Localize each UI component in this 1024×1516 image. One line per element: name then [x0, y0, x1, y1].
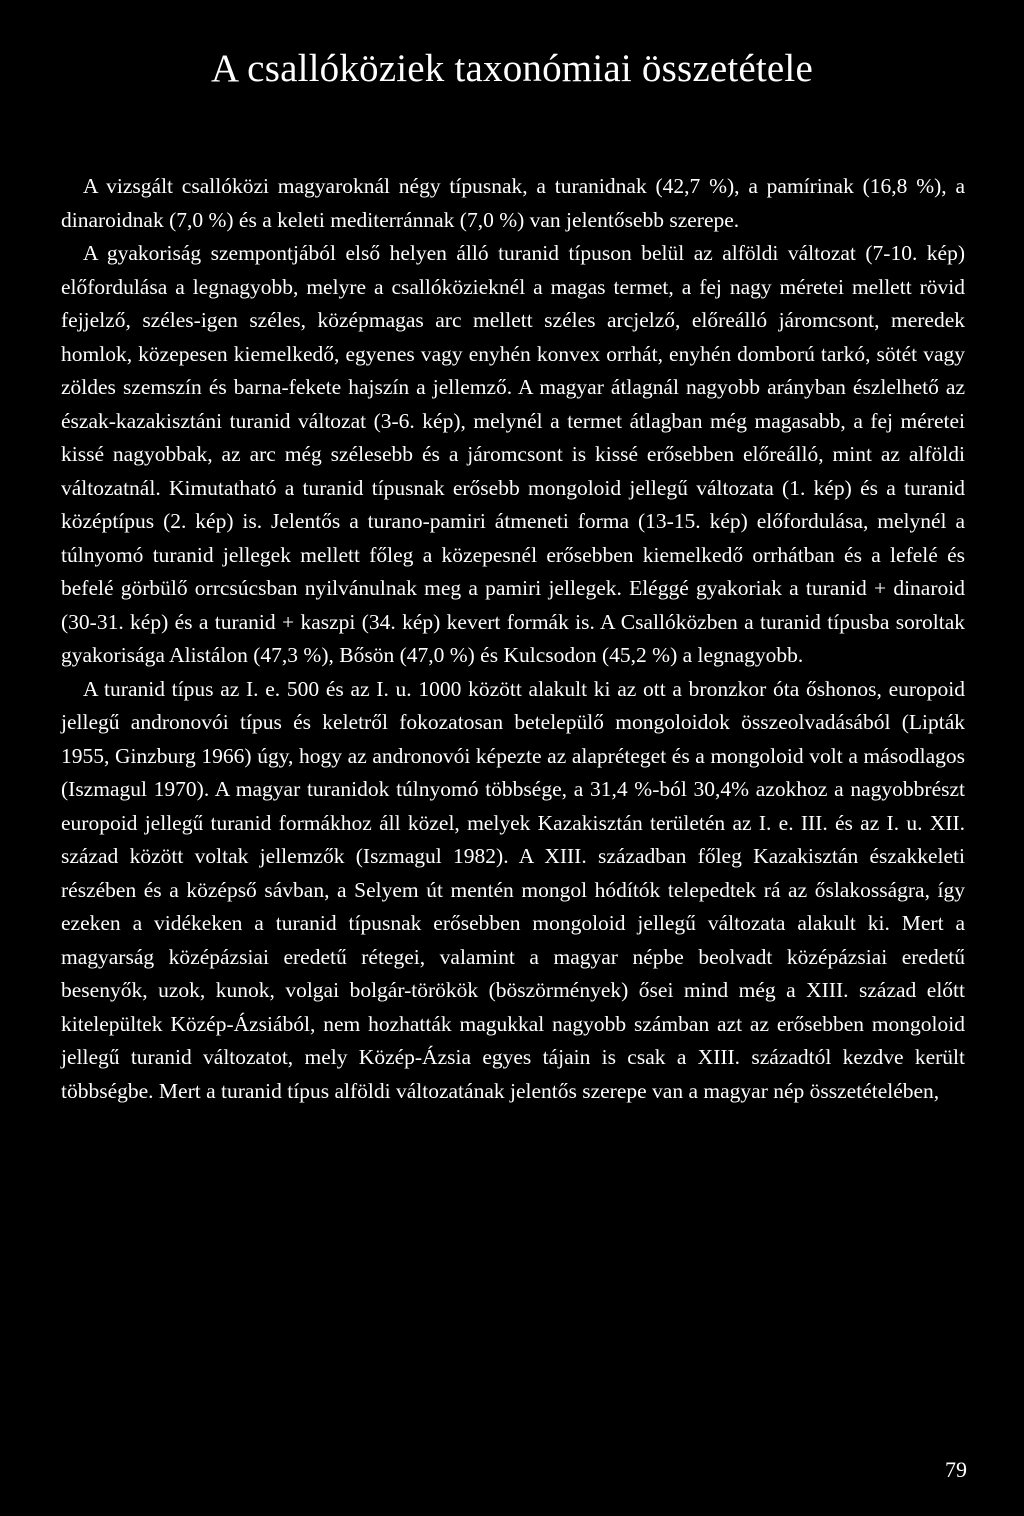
body-text — [61, 170, 965, 1108]
page-number: 79 — [945, 1457, 967, 1482]
paragraph-2: A gyakoriság szempontjából első helyen álló turanid típuson belül az alföldi változat (7-10. kép) előfordulása a legnagyobb, melyre a csallóközieknél a magas termet, a fej nagy méretei mellett rövid fejjelző, széles-igen széles, középmagas arc mellett széles arcjelző, előreálló járomcsont, meredek homlok, közepesen kiemelkedő, egyenes vagy enyhén konvex orrhát, enyhén domború tarkó, sötét vagy zöldes szemszín és barna-fekete hajszín a jellemző. A magyar átlagnál nagyobb arányban észlelhető az észak-kazakisztáni turanid változat (3-6. kép), melynél a termet átlagban még magasabb, a fej méretei kissé nagyobbak, az arc még szélesebb és a járomcsont is kissé erősebben előreálló, mint az alföldi változatnál. Kimutatható a turanid típusnak erősebb mongoloid jellegű változata (1. kép) és a turanid középtípus (2. kép) is. Jelentős a turano-pamiri átmeneti forma (13-15. kép) előfordulása, melynél a túlnyomó turanid jellegek mellett főleg a közepesnél erősebben kiemelkedő orrhátban és a lefelé és befelé görbülő orrcsúcsban nyilvánulnak meg a pamiri jellegek. Eléggé gyakoriak a turanid + dinaroid (30-31. kép) és a turanid + kaszpi (34. kép) kevert formák is. A Csallóközben a turanid típusba soroltak gyakorisága Alistálon (47,3 %), Bősön (47,0 %) és Kulcsodon (45,2 %) a legnagyobb. — [61, 241, 965, 667]
page-title: A csallóköziek taxonómiai összetétele — [211, 47, 813, 90]
paragraph-3: A turanid típus az I. e. 500 és az I. u. 1000 között alakult ki az ott a bronzkor óta őshonos, europoid jellegű andronovói típus és keletről fokozatosan betelepülő mongoloidok összeolvadásából (Lipták 1955, Ginzburg 1966) úgy, hogy az andronovói képezte az alapréteget és a mongoloid volt a másodlagos (Iszmagul 1970). A magyar turanidok túlnyomó többsége, a 31,4 %-ból 30,4% azokhoz a nagyobbrészt europoid jellegű turanid formákhoz áll közel, melyek Kazakisztán területén az I. e. III. és az I. u. XII. század között voltak jellemzők (Iszmagul 1982). A XIII. században főleg Kazakisztán északkeleti részében és a középső sávban, a Selyem út mentén mongol hódítók telepedtek rá az őslakosságra, így ezeken a vidékeken a turanid típusnak erősebben mongoloid jellegű változata alakult ki. Mert a magyarság középázsiai eredetű rétegei, valamint a magyar népbe beolvadt középázsiai eredetű besenyők, uzok, kunok, volgai bolgár-törökök (böszörmények) ősei mind még a XIII. század előtt kitelepültek Közép-Ázsiából, nem hozhatták magukkal nagyobb számban azt az erősebben mongoloid jellegű turanid változatot, mely Közép-Ázsia egyes tájain is csak a XIII. századtól kezdve került többségbe. Mert a turanid típus alföldi változatának jelentős szerepe van a magyar nép összetételében, — [61, 676, 965, 1103]
paragraph-1: A vizsgált csallóközi magyaroknál négy típusnak, a turanidnak (42,7 %), a pamírinak (16,8 %), a dinaroidnak (7,0 %) és a keleti mediterránnak (7,0 %) van jelentősebb szerepe. — [61, 174, 965, 232]
